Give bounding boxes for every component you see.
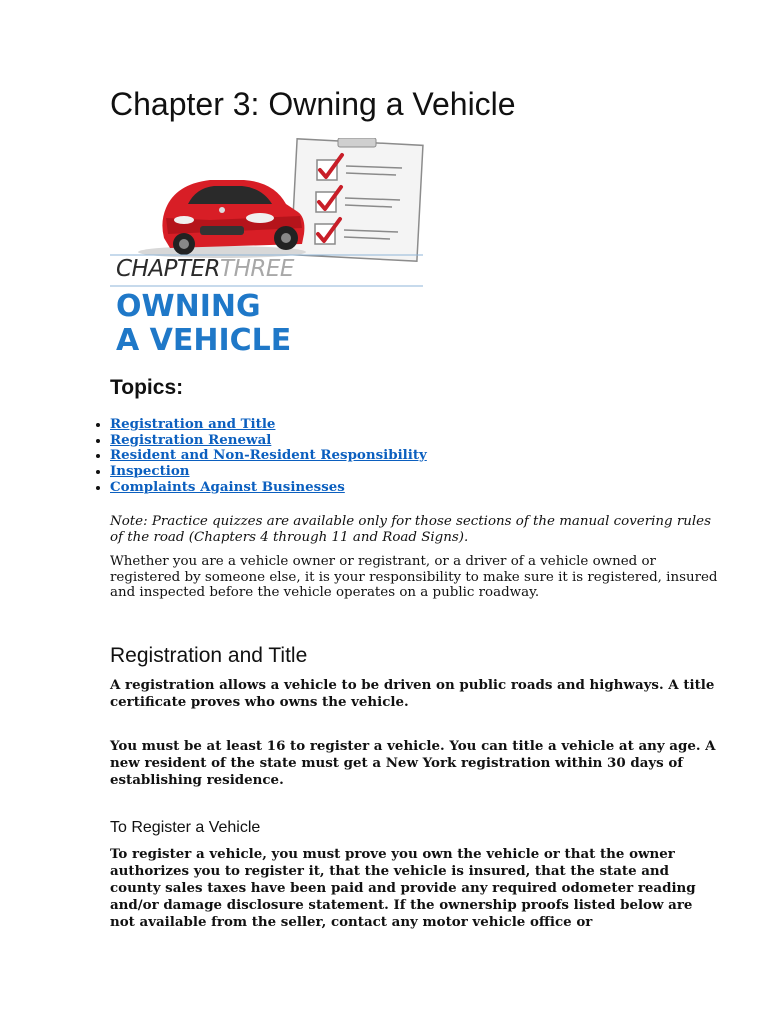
chapter-label	[116, 256, 294, 282]
list-item	[110, 464, 427, 480]
topic-link-resident-responsibility[interactable]: Resident and Non-Resident Responsibility	[110, 447, 427, 464]
red-car-icon	[138, 180, 306, 258]
chapter-heading-graphic	[116, 290, 291, 358]
register-vehicle-paragraph: To register a vehicle, you must prove you own the vehicle or that the owner authorizes you to register it, that the vehicle is insured, that the state and county sales taxes have been paid and provide any required odometer reading and/or damage disclosure statement. If the ownership proofs listed below are not available from the seller, contact any motor vehicle office or	[110, 846, 696, 930]
topic-link-complaints[interactable]: Complaints Against Businesses	[110, 478, 345, 495]
list-item	[110, 417, 427, 433]
topic-link-registration-title[interactable]: Registration and Title	[110, 416, 276, 432]
list-item	[110, 480, 427, 496]
chapter-word: CHAPTER	[116, 256, 221, 282]
topics-heading: Topics:	[110, 376, 184, 399]
chapter-number: THREE	[220, 256, 294, 282]
topic-link-registration-renewal[interactable]: Registration Renewal	[110, 431, 272, 448]
topic-link-inspection[interactable]: Inspection	[110, 463, 190, 480]
page-title: Chapter 3: Owning a Vehicle	[110, 86, 516, 122]
registration-paragraph-1: A registration allows a vehicle to be driven on public roads and highways. A title certificate proves who owns the vehicle.	[110, 677, 715, 710]
list-item	[110, 433, 427, 449]
intro-paragraph: Whether you are a vehicle owner or registrant, or a driver of a vehicle owned or registered by someone else, it is your responsibility to make sure it is registered, insured and inspected before the vehicle operates on a public roadway.	[110, 554, 718, 601]
chapter-heading-line1: OWNING	[116, 289, 261, 324]
subheading-to-register: To Register a Vehicle	[110, 819, 261, 836]
registration-paragraph-2: You must be at least 16 to register a vehicle. You can title a vehicle at any age. A new resident of the state must get a New York registration within 30 days of establishing residence.	[110, 738, 716, 788]
section-heading-registration-title: Registration and Title	[110, 644, 308, 667]
clipboard-icon	[291, 138, 423, 261]
practice-quiz-note: Note: Practice quizzes are available only for those sections of the manual covering rules of the road (Chapters 4 through 11 and Road Signs).	[110, 514, 711, 545]
list-item	[110, 448, 427, 464]
topics-list	[90, 417, 427, 496]
chapter-heading-line2: A VEHICLE	[116, 323, 292, 358]
